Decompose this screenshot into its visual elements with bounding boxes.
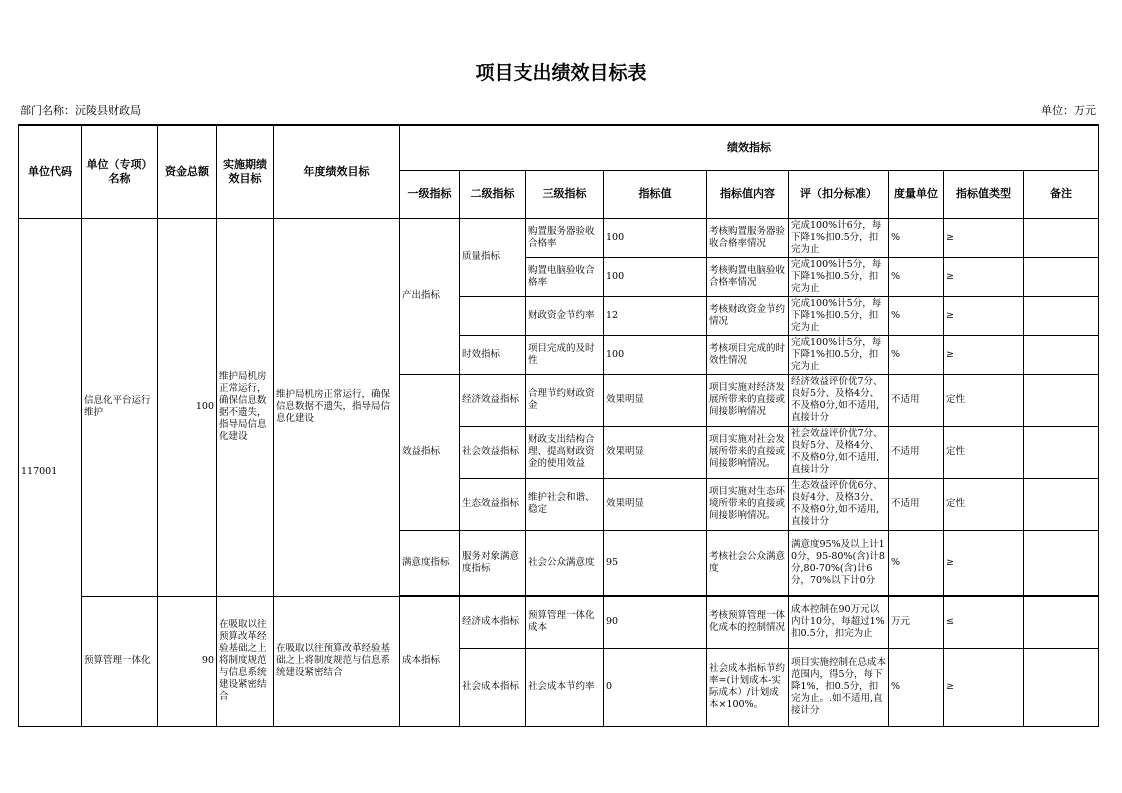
header-lvl1: 一级指标 <box>400 170 460 218</box>
lvl3-cell: 财政支出结构合理、提高财政资金的使用效益 <box>526 426 604 478</box>
lvl3-cell: 社会公众满意度 <box>526 530 604 595</box>
header-lvl2: 二级指标 <box>460 170 526 218</box>
note-cell <box>1024 530 1099 595</box>
lvl3-cell: 社会成本节约率 <box>526 648 604 726</box>
header-performance: 绩效指标 <box>400 125 1099 170</box>
department-name: 部门名称：沅陵县财政局 <box>20 104 141 117</box>
currency-unit: 单位：万元 <box>1041 104 1096 117</box>
note-cell <box>1024 596 1099 648</box>
lvl2-social-cost: 社会成本指标 <box>460 648 526 726</box>
lvl3-cell: 项目完成的及时性 <box>526 335 604 374</box>
value-cell: 效果明显 <box>604 374 707 426</box>
content-cell: 考核财政资金节约情况 <box>707 296 789 335</box>
measure-cell: 万元 <box>889 596 944 648</box>
type-cell: ≥ <box>944 257 1024 296</box>
note-cell <box>1024 478 1099 530</box>
content-cell: 考核社会公众满意度 <box>707 530 789 595</box>
header-funds: 资金总额 <box>158 125 217 218</box>
note-cell <box>1024 426 1099 478</box>
measure-cell: % <box>889 296 944 335</box>
measure-cell: % <box>889 530 944 595</box>
header-content: 指标值内容 <box>707 170 789 218</box>
unit-code-cell: 117001 <box>19 218 82 726</box>
header-criteria: 评（扣分标准） <box>789 170 889 218</box>
project-name: 预算管理一体化 <box>82 596 158 726</box>
value-cell: 100 <box>604 218 707 257</box>
lvl2-blank <box>460 296 526 335</box>
lvl2-quality: 质量指标 <box>460 218 526 296</box>
lvl3-cell: 维护社会和谐、稳定 <box>526 478 604 530</box>
value-cell: 90 <box>604 596 707 648</box>
criteria-cell: 项目实施控制在总成本范围内，得5分，每下降1%，扣0.5分，扣完为止。.如不适用,直接计分 <box>789 648 889 726</box>
content-cell: 项目实施对经济发展所带来的直接或间接影响情况 <box>707 374 789 426</box>
header-name: 单位（专项）名称 <box>82 125 158 218</box>
measure-cell: % <box>889 335 944 374</box>
lvl3-cell: 购置服务器验收合格率 <box>526 218 604 257</box>
lvl2-service: 服务对象满意度指标 <box>460 530 526 595</box>
measure-cell: 不适用 <box>889 478 944 530</box>
value-cell: 100 <box>604 257 707 296</box>
type-cell: ≥ <box>944 296 1024 335</box>
value-cell: 效果明显 <box>604 478 707 530</box>
content-cell: 项目实施对社会发展所带来的直接或间接影响情况。 <box>707 426 789 478</box>
header-annual-goal: 年度绩效目标 <box>274 125 400 218</box>
criteria-cell: 完成100%计5分，每下降1%扣0.5分，扣完为止 <box>789 257 889 296</box>
type-cell: ≥ <box>944 648 1024 726</box>
header-measure: 度量单位 <box>889 170 944 218</box>
measure-cell: 不适用 <box>889 426 944 478</box>
header-period-goal: 实施期绩效目标 <box>217 125 274 218</box>
project-annual-goal: 在吸取以往预算改革经验基础之上将制度规范与信息系统建设紧密结合 <box>274 596 400 726</box>
project-period-goal: 维护局机房正常运行，确保信息数据不遗失，指导局信息化建设 <box>217 218 274 596</box>
note-cell <box>1024 218 1099 257</box>
value-cell: 12 <box>604 296 707 335</box>
note-cell <box>1024 296 1099 335</box>
measure-cell: % <box>889 218 944 257</box>
header-value: 指标值 <box>604 170 707 218</box>
criteria-cell: 满意度95%及以上计10分，95-80%(含)计8分,80-70%(含)计6分，70%以下计0分 <box>789 530 889 595</box>
criteria-cell: 完成100%计6分，每下降1%扣0.5分，扣完为止 <box>789 218 889 257</box>
lvl1-output: 产出指标 <box>400 218 460 374</box>
project-annual-goal: 维护局机房正常运行，确保信息数据不遗失，指导局信息化建设 <box>274 218 400 596</box>
lvl1-cost: 成本指标 <box>400 596 460 726</box>
lvl3-cell: 财政资金节约率 <box>526 296 604 335</box>
lvl2-ecological: 生态效益指标 <box>460 478 526 530</box>
criteria-cell: 完成100%计5分，每下降1%扣0.5分，扣完为止 <box>789 296 889 335</box>
lvl2-timeliness: 时效指标 <box>460 335 526 374</box>
lvl2-econ-cost: 经济成本指标 <box>460 596 526 648</box>
value-cell: 0 <box>604 648 707 726</box>
criteria-cell: 生态效益评价优6分、良好4分、及格3分、不及格0分,如不适用,直接计分 <box>789 478 889 530</box>
note-cell <box>1024 648 1099 726</box>
criteria-cell: 成本控制在90万元以内计10分，每超过1%扣0.5分，扣完为止 <box>789 596 889 648</box>
content-cell: 考核购置电脑验收合格率情况 <box>707 257 789 296</box>
type-cell: ≤ <box>944 596 1024 648</box>
note-cell <box>1024 335 1099 374</box>
performance-table <box>18 124 1099 727</box>
lvl3-cell: 购置电脑验收合格率 <box>526 257 604 296</box>
value-cell: 95 <box>604 530 707 595</box>
lvl3-cell: 合理节约财政资金 <box>526 374 604 426</box>
content-cell: 考核购置服务器验收合格率情况 <box>707 218 789 257</box>
criteria-cell: 社会效益评价优7分、良好5分、及格4分、不及格0分,如不适用,直接计分 <box>789 426 889 478</box>
header-lvl3: 三级指标 <box>526 170 604 218</box>
type-cell: ≥ <box>944 530 1024 595</box>
content-cell: 项目实施对生态环境所带来的直接或间接影响情况。 <box>707 478 789 530</box>
note-cell <box>1024 257 1099 296</box>
lvl1-satisfaction: 满意度指标 <box>400 530 460 595</box>
page-title: 项目支出绩效目标表 <box>475 62 647 84</box>
header-type: 指标值类型 <box>944 170 1024 218</box>
lvl2-social: 社会效益指标 <box>460 426 526 478</box>
type-cell: 定性 <box>944 374 1024 426</box>
project-name: 信息化平台运行维护 <box>82 218 158 596</box>
lvl3-cell: 预算管理一体化成本 <box>526 596 604 648</box>
project-funds: 90 <box>158 596 217 726</box>
note-cell <box>1024 374 1099 426</box>
lvl1-benefit: 效益指标 <box>400 374 460 530</box>
header-code: 单位代码 <box>19 125 82 218</box>
measure-cell: % <box>889 257 944 296</box>
lvl2-economic: 经济效益指标 <box>460 374 526 426</box>
type-cell: ≥ <box>944 335 1024 374</box>
value-cell: 100 <box>604 335 707 374</box>
type-cell: ≥ <box>944 218 1024 257</box>
type-cell: 定性 <box>944 426 1024 478</box>
content-cell: 考核项目完成的时效性情况 <box>707 335 789 374</box>
project-funds: 100 <box>158 218 217 596</box>
measure-cell: % <box>889 648 944 726</box>
header-note: 备注 <box>1024 170 1099 218</box>
criteria-cell: 完成100%计5分，每下降1%扣0.5分，扣完为止 <box>789 335 889 374</box>
value-cell: 效果明显 <box>604 426 707 478</box>
project-period-goal: 在吸取以往预算改革经验基础之上将制度规范与信息系统建设紧密结合 <box>217 596 274 726</box>
type-cell: 定性 <box>944 478 1024 530</box>
criteria-cell: 经济效益评价优7分、良好5分、及格4分、不及格0分,如不适用,直接计分 <box>789 374 889 426</box>
content-cell: 社会成本指标节约率=(计划成本-实际成本）/计划成本×100%。 <box>707 648 789 726</box>
content-cell: 考核预算管理一体化成本的控制情况 <box>707 596 789 648</box>
measure-cell: 不适用 <box>889 374 944 426</box>
